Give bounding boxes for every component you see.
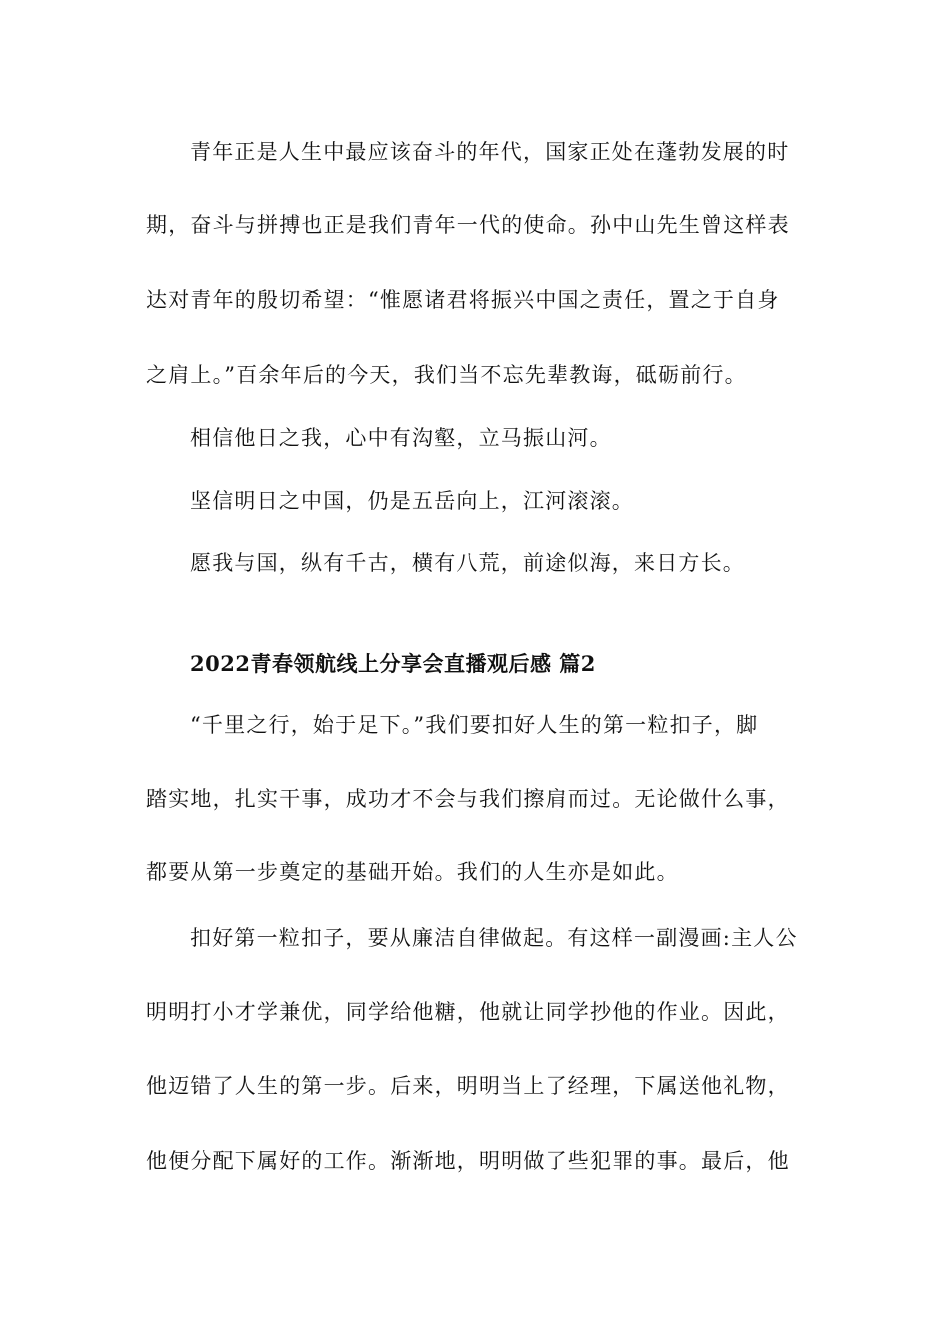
paragraph-2-line-1: “千里之行，始于足下。”我们要扣好人生的第一粒扣子，脚 [190, 713, 759, 737]
paragraph-1-line-2: 期，奋斗与拼搏也正是我们青年一代的使命。孙中山先生曾这样表 [146, 213, 790, 237]
short-line-3: 愿我与国，纵有千古，横有八荒，前途似海，来日方长。 [190, 551, 745, 575]
paragraph-3-line-3: 他迈错了人生的第一步。后来，明明当上了经理，下属送他礼物， [146, 1074, 790, 1098]
paragraph-1-line-1: 青年正是人生中最应该奋斗的年代，国家正处在蓬勃发展的时 [190, 140, 790, 164]
paragraph-2-line-3: 都要从第一步奠定的基础开始。我们的人生亦是如此。 [146, 860, 679, 884]
paragraph-3-line-1: 扣好第一粒扣子，要从廉洁自律做起。有这样一副漫画:主人公 [190, 926, 798, 950]
paragraph-3-line-4: 他便分配下属好的工作。渐渐地，明明做了些犯罪的事。最后，他 [146, 1149, 790, 1173]
paragraph-1-line-4: 之肩上。”百余年后的今天，我们当不忘先辈教诲，砥砺前行。 [146, 363, 747, 387]
short-line-2: 坚信明日之中国，仍是五岳向上，江河滚滚。 [190, 489, 634, 513]
paragraph-1-line-3: 达对青年的殷切希望：“惟愿诸君将振兴中国之责任，置之于自身 [146, 288, 780, 312]
paragraph-2-line-2: 踏实地，扎实干事，成功才不会与我们擦肩而过。无论做什么事， [146, 787, 790, 811]
section-heading: 2022青春领航线上分享会直播观后感 篇2 [190, 651, 596, 676]
short-line-1: 相信他日之我，心中有沟壑，立马振山河。 [190, 426, 612, 450]
paragraph-3-line-2: 明明打小才学兼优，同学给他糖，他就让同学抄他的作业。因此， [146, 1000, 790, 1024]
